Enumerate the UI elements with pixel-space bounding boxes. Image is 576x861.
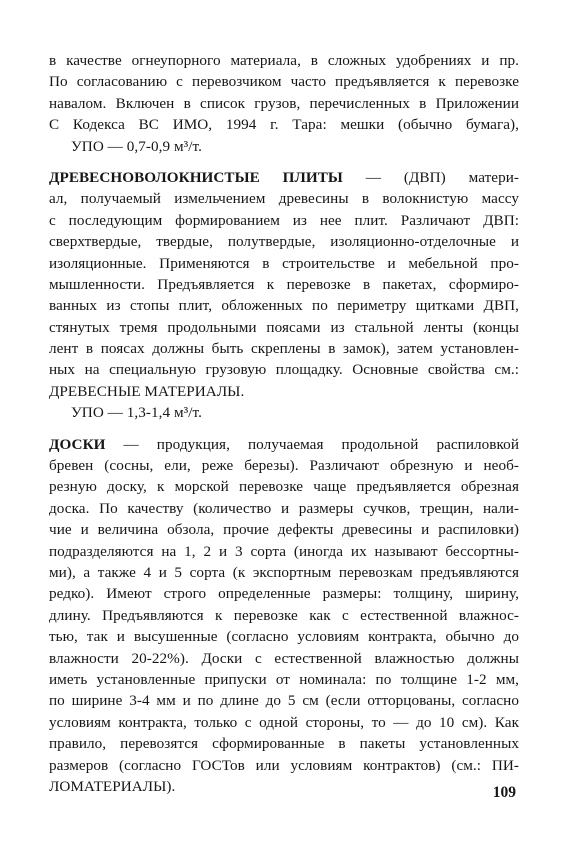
text-line: изоляционные. Применяются в строительстве и мебельной про-	[49, 254, 519, 272]
text-line: доска. По качеству (количество и размеры сучков, трещин, нали-	[49, 499, 519, 517]
text-line: условиям контракта, только с одной стороны, то — до 10 см). Как	[49, 713, 519, 731]
text-line: ЛОМАТЕРИАЛЫ).	[49, 777, 176, 795]
text-line: ми), а также 4 и 5 сорта (к экспортным перевозкам предъявляются	[49, 563, 519, 581]
text-line: ал, получаемый измельчением древесины в волокнистую массу	[49, 190, 519, 208]
text-line: резную доску, к морской перевозке чаще предъявляется обрезная	[49, 478, 519, 496]
text-line: чие и величина обзола, прочие дефекты древесины и распиловки)	[49, 521, 519, 539]
text-line: лент в поясах должны быть скреплены в замок), затем установлен-	[49, 340, 519, 358]
upo-line	[49, 402, 519, 423]
text-line: в качестве огнеупорного материала, в сложных удобрениях и пр.	[49, 52, 519, 69]
entry-first-line	[49, 167, 519, 188]
entry-doski	[49, 434, 519, 798]
entry-first-line-text: — (ДВП) матери-	[342, 168, 519, 186]
text-line: редко). Имеют строго определенные размеры: толщину, ширину,	[49, 585, 519, 603]
entry-dvp	[49, 167, 519, 424]
text-line: тью, так и высушенные (согласно условиям контракта, обычно до	[49, 628, 519, 646]
text-line: иметь установленные припуски от номинала: по толщине 1-2 мм,	[49, 670, 519, 688]
entry-term: ДРЕВЕСНОВОЛОКНИСТЫЕ ПЛИТЫ	[49, 168, 343, 186]
text-line: навалом. Включен в список грузов, перечисленных в Приложении	[49, 94, 519, 112]
text-line: ванных из стопы плит, обложенных по периметру щитками ДВП,	[49, 297, 519, 315]
entry-term: ДОСКИ	[49, 435, 106, 453]
text-line: С Кодекса ВС ИМО, 1994 г. Тара: мешки (обычно бумага),	[49, 116, 519, 134]
text-line: по ширине 3-4 мм и по длине до 5 см (если отторцованы, согласно	[49, 692, 519, 710]
text-line: с последующим формированием из нее плит. Различают ДВП:	[49, 211, 519, 229]
page-body	[49, 50, 519, 797]
upo-value: УПО — 0,7-0,9 м³/т.	[71, 137, 202, 155]
text-line: подразделяются на 1, 2 и 3 сорта (иногда их называют бессортны-	[49, 542, 519, 560]
text-line: ДРЕВЕСНЫЕ МАТЕРИАЛЫ.	[49, 382, 245, 400]
text-line: стянутых тремя продольными поясами из стальной ленты (концы	[49, 318, 519, 336]
text-line: бревен (сосны, ели, реже березы). Различают обрезную и необ-	[49, 457, 519, 475]
page-number: 109	[492, 784, 516, 801]
text-line: правило, перевозятся сформированные в пакеты установленных	[49, 735, 519, 753]
entry-first-line	[49, 434, 519, 455]
paragraph-continuation	[49, 50, 519, 157]
text-line: длину. Предъявляются к перевозке как с естественной влажнос-	[49, 606, 519, 624]
text-line: размеров (согласно ГОСТов или условиям контрактов) (см.: ПИ-	[49, 756, 519, 774]
text-line: По согласованию с перевозчиком часто предъявляется к перевозке	[49, 73, 519, 91]
text-line: сверхтвердые, твердые, полутвердые, изоляционно-отделочные и	[49, 233, 519, 251]
text-line: ных на специальную грузовую площадку. Основные свойства см.:	[49, 361, 519, 379]
entry-first-line-text: — продукция, получаемая продольной распиловкой	[105, 435, 519, 453]
text-line: влажности 20-22%). Доски с естественной влажностью должны	[49, 649, 519, 667]
upo-value: УПО — 1,3-1,4 м³/т.	[71, 404, 202, 422]
text-line: мышленности. Предъявляется к перевозке в пакетах, сформиро-	[49, 275, 519, 293]
upo-line	[49, 136, 519, 157]
